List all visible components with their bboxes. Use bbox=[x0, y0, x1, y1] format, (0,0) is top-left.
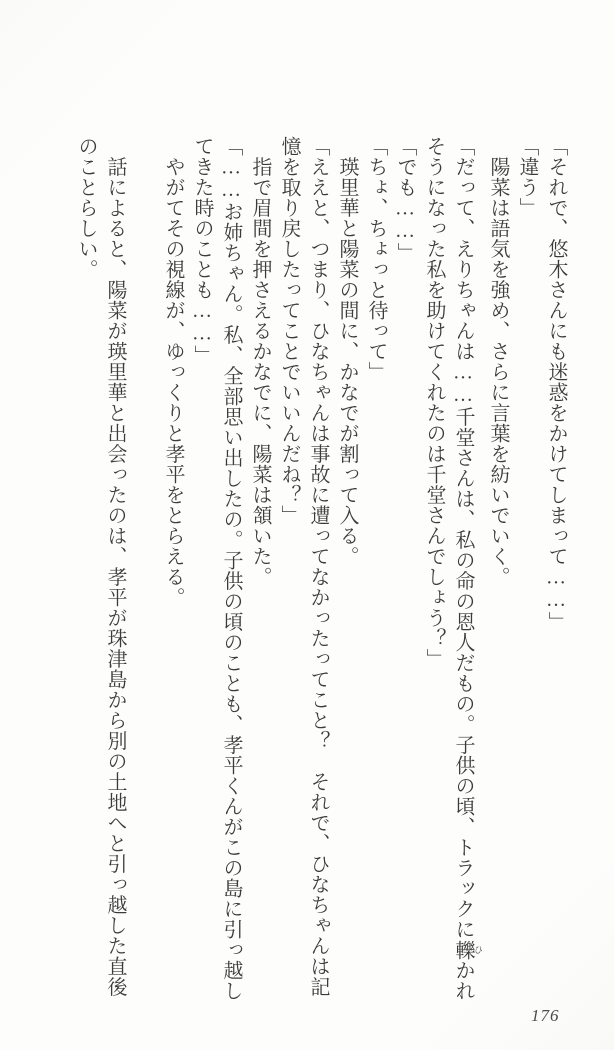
paragraph: 「違う」 bbox=[516, 136, 538, 218]
furigana: 轢 ひ bbox=[452, 939, 483, 960]
paragraph: 瑛里華と陽菜の間に、かなでが割って入る。 bbox=[336, 136, 358, 567]
paragraph: やがてその視線が、ゆっくりと孝平をとらえる。 bbox=[162, 136, 184, 608]
paragraph: 「ちょ、ちょっと待って」 bbox=[365, 136, 387, 382]
blank-line bbox=[129, 136, 158, 1008]
paragraph: 「ええと、つまり、ひなちゃんは事故に遭ってなかったってこと？ それで、ひなちゃんは記憶を取り戻したってことでいいんだね？」 bbox=[278, 136, 329, 997]
paragraph: 話によると、陽菜が瑛里華と出会ったのは、孝平が珠津島から別の土地へと引っ越した直後のことらしい。 bbox=[75, 136, 126, 997]
paragraph: 「でも……」 bbox=[394, 136, 416, 263]
paragraph: 「……お姉ちゃん。私、全部思い出したの。子供の頃のことも、孝平くんがこの島に引っ越してきた時のことも……」 bbox=[191, 136, 242, 1001]
paragraph: 陽菜は語気を強め、さらに言葉を紡いでいく。 bbox=[487, 136, 509, 587]
paragraph: 指で眉間を押さえるかなでに、陽菜は頷いた。 bbox=[249, 136, 271, 587]
paragraph: 「だって、えりちゃんは……千堂さんは、私の命の恩人だもの。子供の頃、トラックに轢 ひかれそうになった私を助けてくれたのは千堂さんでしょう？」 bbox=[423, 136, 483, 1001]
paragraph: 「それで、悠木さんにも迷惑をかけてしまって……」 bbox=[545, 136, 567, 632]
page-number: 176 bbox=[531, 1006, 560, 1025]
novel-text-block bbox=[71, 136, 570, 1008]
